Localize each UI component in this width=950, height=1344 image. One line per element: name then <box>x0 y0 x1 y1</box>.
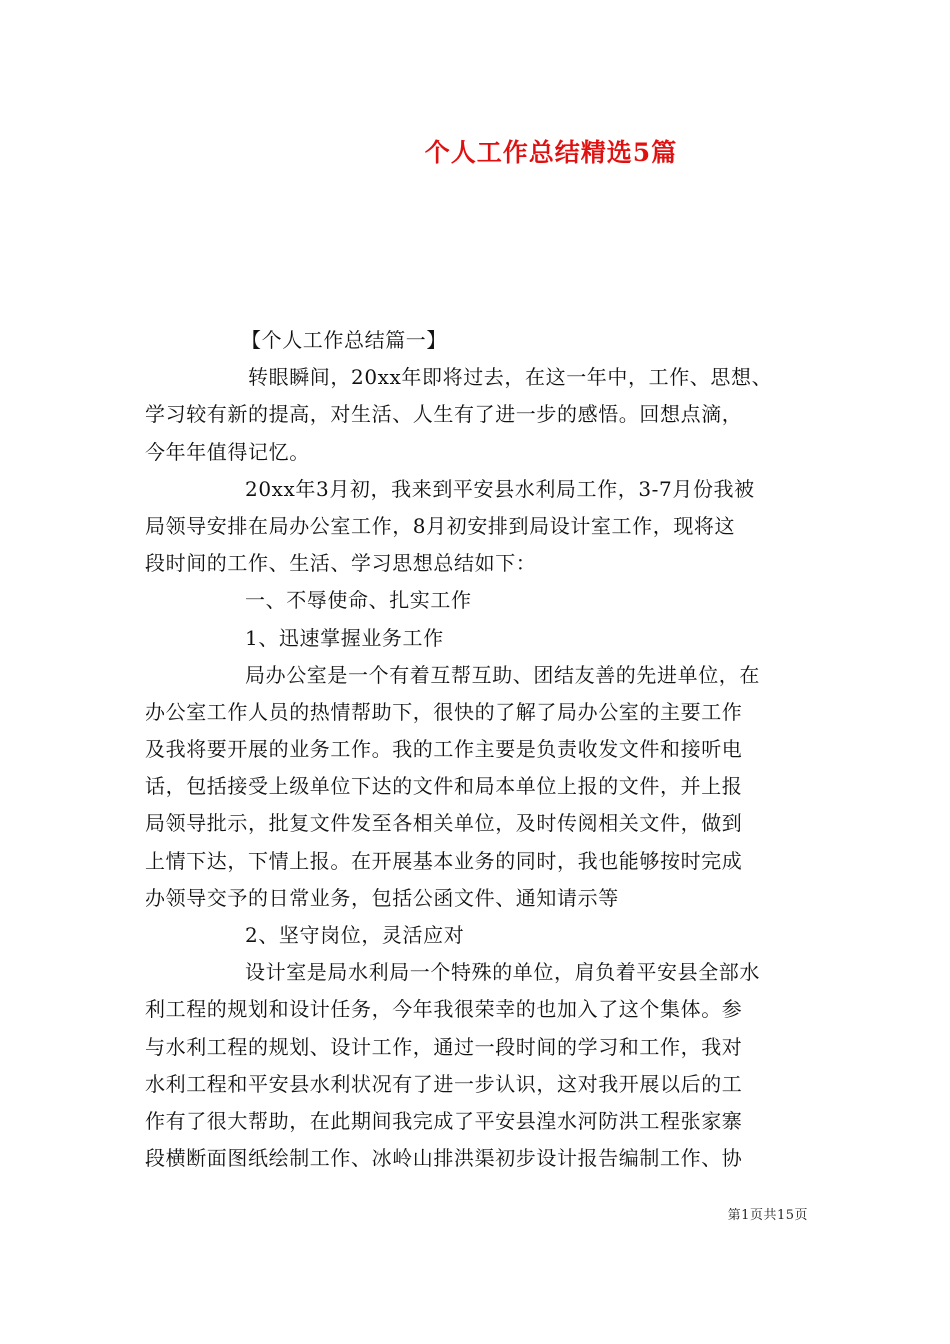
page-number-footer: 第1页共15页 <box>727 1208 808 1223</box>
paragraph-line: 及我将要开展的业务工作。我的工作主要是负责收发文件和接听电 <box>145 737 743 762</box>
subsection-heading: 1、迅速掌握业务工作 <box>245 625 444 650</box>
paragraph-line: 与水利工程的规划、设计工作，通过一段时间的学习和工作，我对 <box>145 1034 743 1059</box>
paragraph-line: 局办公室是一个有着互帮互助、团结友善的先进单位，在 <box>245 662 760 687</box>
paragraph-line: 段时间的工作、生活、学习思想总结如下： <box>145 551 537 576</box>
paragraph-line: 转眼瞬间，20xx年即将过去，在这一年中，工作、思想、 <box>248 365 773 390</box>
document-body <box>145 322 810 1177</box>
paragraph-line: 段横断面图纸绘制工作、冰岭山排洪渠初步设计报告编制工作、协 <box>145 1146 743 1171</box>
subsection-heading: 2、坚守岗位，灵活应对 <box>245 923 465 947</box>
paragraph-line: 水利工程和平安县水利状况有了进一步认识，这对我开展以后的工 <box>145 1071 743 1096</box>
paragraph-line: 今年年值得记忆。 <box>145 439 310 464</box>
subsection-heading: 一、不辱使命、扎实工作 <box>245 588 472 613</box>
paragraph-line: 设计室是局水利局一个特殊的单位，肩负着平安县全部水 <box>245 960 760 985</box>
document-title: 个人工作总结精选5篇 <box>424 138 678 167</box>
paragraph-line: 学习较有新的提高，对生活、人生有了进一步的感悟。回想点滴， <box>145 402 743 427</box>
paragraph-line: 上情下达，下情上报。在开展基本业务的同时，我也能够按时完成 <box>145 848 743 873</box>
paragraph-line: 20xx年3月初，我来到平安县水利局工作，3-7月份我被 <box>245 476 755 501</box>
paragraph-line: 局领导批示，批复文件发至各相关单位，及时传阅相关文件，做到 <box>145 811 743 836</box>
paragraph-line: 办公室工作人员的热情帮助下，很快的了解了局办公室的主要工作 <box>145 699 743 724</box>
paragraph-line: 利工程的规划和设计任务，今年我很荣幸的也加入了这个集体。参 <box>145 997 743 1022</box>
section-heading: 【个人工作总结篇一】 <box>241 328 447 352</box>
paragraph-line: 话，包括接受上级单位下达的文件和局本单位上报的文件，并上报 <box>145 774 743 799</box>
paragraph-line: 局领导安排在局办公室工作，8月初安排到局设计室工作，现将这 <box>145 513 736 538</box>
paragraph-line: 办领导交予的日常业务，包括公函文件、通知请示等 <box>145 885 619 910</box>
paragraph-line: 作有了很大帮助，在此期间我完成了平安县湟水河防洪工程张家寨 <box>145 1108 743 1133</box>
